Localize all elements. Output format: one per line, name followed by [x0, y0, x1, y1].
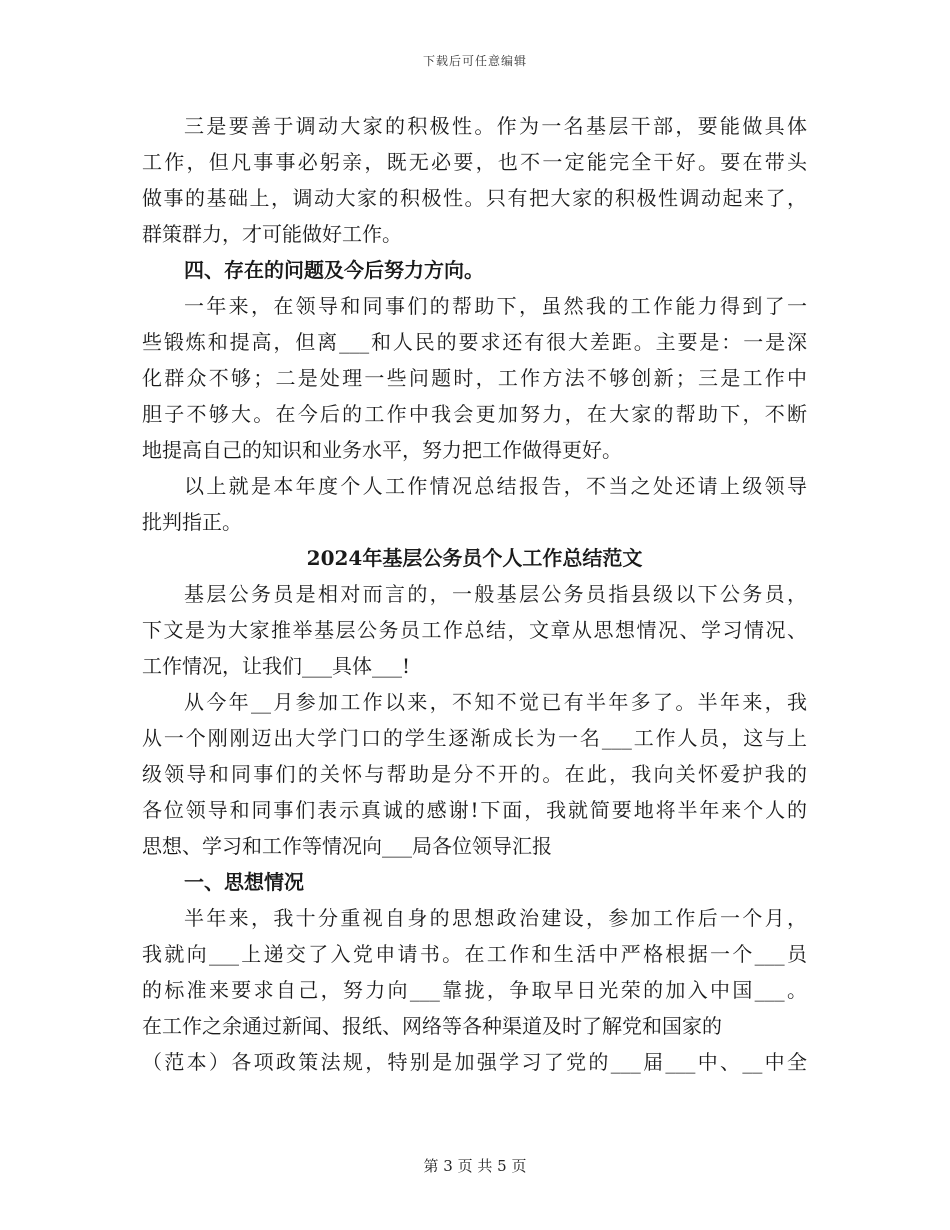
text-line: 以上就是本年度个人工作情况总结报告，不当之处还请上级领导 — [184, 474, 807, 498]
text-line: 工作情况，让我们___具体___! — [142, 654, 411, 678]
text-line: 工作，但凡事事必躬亲，既无必要，也不一定能完全干好。要在带头 — [142, 150, 807, 174]
section-title: 2024年基层公务员个人工作总结范文 — [306, 546, 643, 570]
text-line: 从今年__月参加工作以来，不知不觉已有半年多了。半年来，我 — [184, 690, 807, 714]
page-header: 下载后可任意编辑 — [422, 54, 527, 68]
text-line: 的标准来要求自己，努力向___靠拢，争取早日光荣的加入中国___。 — [142, 978, 807, 1002]
text-line: 一年来，在领导和同事们的帮助下，虽然我的工作能力得到了一 — [184, 294, 807, 318]
text-line: 化群众不够；二是处理一些问题时，工作方法不够创新；三是工作中 — [142, 366, 807, 390]
text-line: 我就向___上递交了入党申请书。在工作和生活中严格根据一个___员 — [142, 942, 807, 966]
text-line: 批判指正。 — [142, 510, 242, 534]
text-line: 群策群力，才可能做好工作。 — [142, 222, 402, 246]
text-line: 半年来，我十分重视自身的思想政治建设，参加工作后一个月， — [184, 906, 807, 930]
text-line: 从一个刚刚迈出大学门口的学生逐渐成长为一名___工作人员，这与上 — [142, 726, 807, 750]
text-line: 基层公务员是相对而言的，一般基层公务员指县级以下公务员， — [184, 582, 807, 606]
section-heading: 一、思想情况 — [184, 870, 304, 894]
text-line: 级领导和同事们的关怀与帮助是分不开的。在此，我向关怀爱护我的 — [142, 762, 807, 786]
text-line: 做事的基础上，调动大家的积极性。只有把大家的积极性调动起来了， — [142, 186, 807, 210]
page-footer: 第 3 页 共 5 页 — [423, 1157, 527, 1175]
text-line: 三是要善于调动大家的积极性。作为一名基层干部，要能做具体 — [184, 114, 807, 138]
text-line: 胆子不够大。在今后的工作中我会更加努力，在大家的帮助下，不断 — [142, 402, 807, 426]
text-line: 些锻炼和提高，但离___和人民的要求还有很大差距。主要是：一是深 — [142, 330, 807, 354]
section-heading: 四、存在的问题及今后努力方向。 — [184, 258, 484, 282]
text-line: 下文是为大家推举基层公务员工作总结，文章从思想情况、学习情况、 — [142, 618, 807, 642]
text-line: （范本）各项政策法规，特别是加强学习了党的___届___中、__中全 — [142, 1050, 807, 1074]
text-line: 各位领导和同事们表示真诚的感谢!下面，我就简要地将半年来个人的 — [142, 798, 807, 822]
text-line: 地提高自己的知识和业务水平，努力把工作做得更好。 — [142, 438, 622, 462]
text-line: 在工作之余通过新闻、报纸、网络等各种渠道及时了解党和国家的 — [142, 1014, 722, 1038]
text-line: 思想、学习和工作等情况向___局各位领导汇报 — [142, 834, 552, 858]
document-body — [142, 108, 807, 1080]
